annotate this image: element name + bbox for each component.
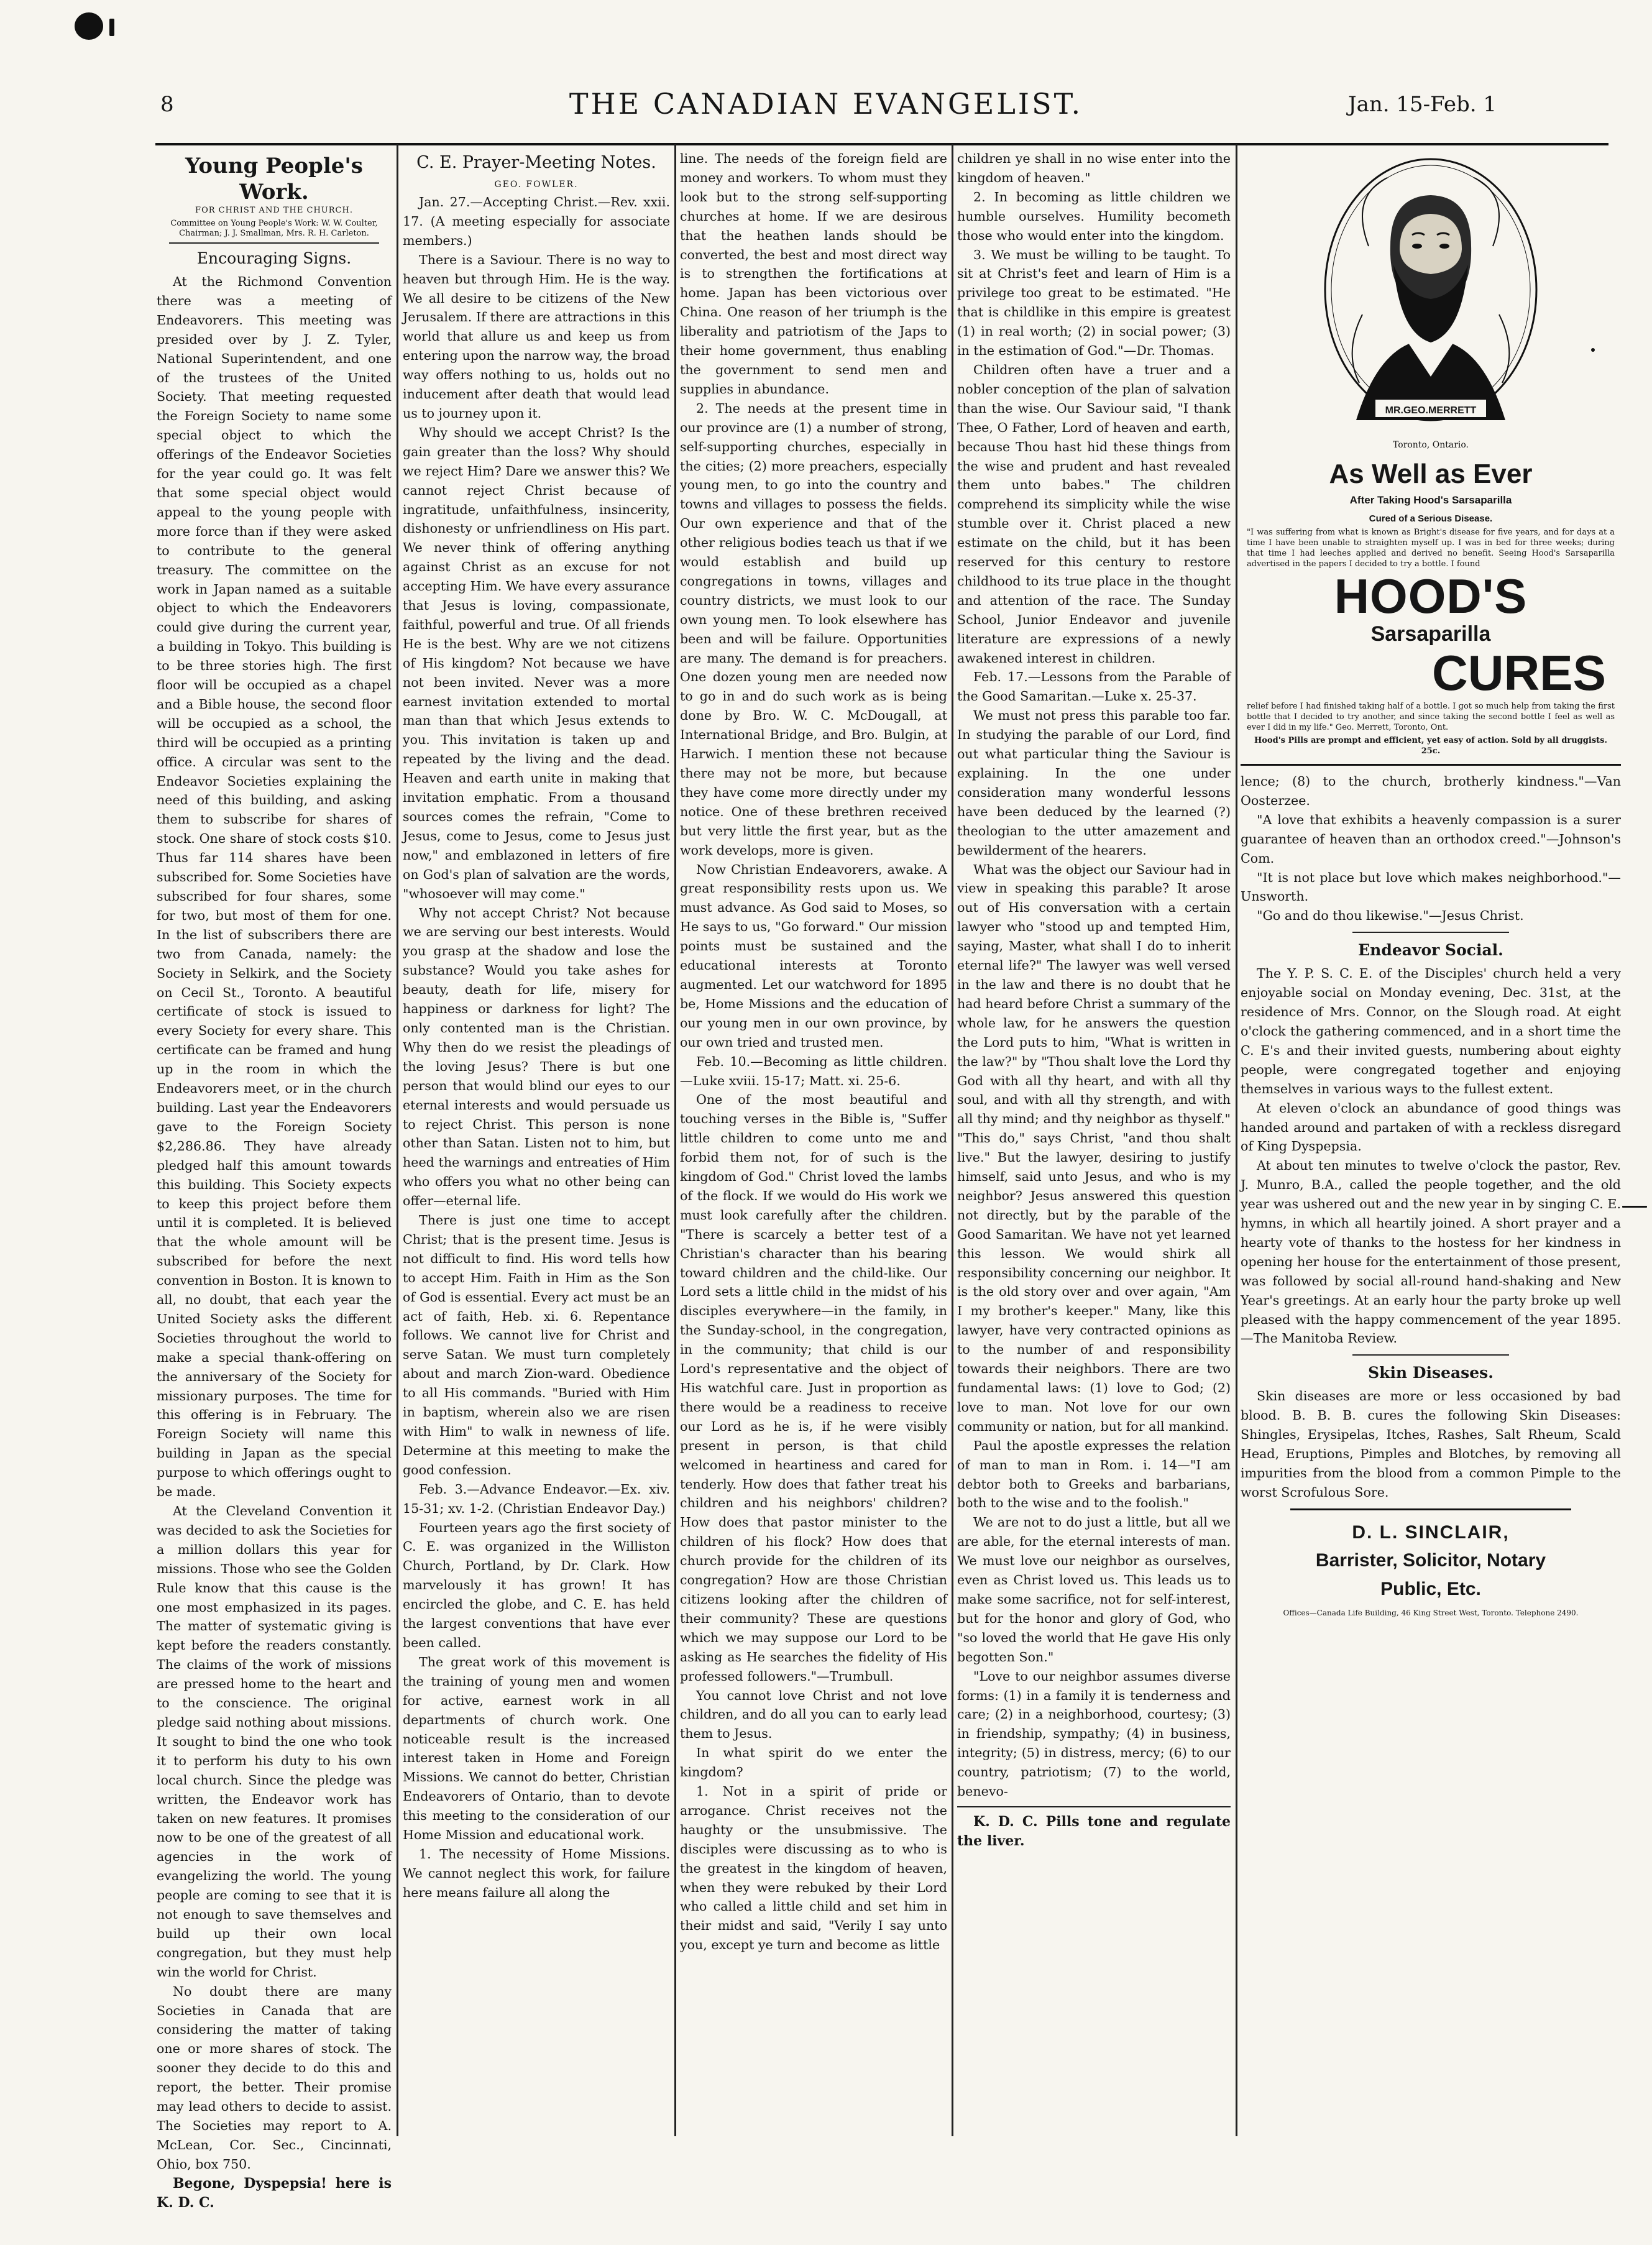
portrait-engraving [1313,153,1549,439]
article-paragraph: We must not press this parable too far. In studying the parable of our Lord, find out what particular thing the Saviour is explaining. In the one under consideration many wonderful lessons have been deduced by the learned (?) theologian to the utter amazement and bewilderment of the hearers. [957,708,1231,858]
page-number: 8 [160,92,174,117]
article-paragraph: At the Cleveland Convention it was decided to ask the Societies for a million dollars this year for missions. Those who see the Golden Rule know that this cause is the one most emphasized in its pages. The matter of systematic giving is kept before the readers constantly. The claims of the work of missions are pressed home to the heart and to the conscience. The original pledge said nothing about missions. It sought to bind the one who took it to perform his duty to his own local church. Since the pledge was written, the Endeavor work has taken on new features. It promises now to be one of the greatest of all agencies in the work of evangelizing the world. The young people are coming to see that it is not enough to save themselves and build up their own local congregation, but they must help win the world for Christ. [157,1504,392,1980]
divider [1352,932,1509,933]
article-paragraph: There is a Saviour. There is no way to heaven but through Him. He is the way. We all desire to be citizens of the New Jerusalem. If there are attractions in this world that allure us and keep us from entering upon the narrow way, the broad way offers nothing to us, holds out no inducement after death that would lead us to journey upon it. [403,252,670,421]
article-paragraph: children ye shall in no wise enter into the kingdom of heaven." [957,151,1231,185]
article-paragraph: 3. We must be willing to be taught. To sit at Christ's feet and learn of Him is a privilege too great to be estimated. "He that is childlike in this empire is greatest (1) in real worth; (2) in social power; (3) in the estimation of God."—Dr. Thomas. [957,247,1231,359]
article-paragraph: Feb. 3.—Advance Endeavor.—Ex. xiv. 15-31; xv. 1-2. (Christian Endeavor Day.) [403,1481,670,1516]
article-paragraph: One of the most beautiful and touching verses in the Bible is, "Suffer little children to come unto me and forbid them not, for of such is the kingdom of God." Christ loved the lambs of the flock. If we would do His work we must look carefully after the children. "There is scarcely a better test of a Christian's character than his bearing toward children and the child-like. Our Lord sets a little child in the midst of his disciples everywhere—in the family, in the Sunday-school, in the congregation, in the community; that child is our Lord's representative and the object of His watchful care. Just in proportion as there would be a readiness to receive our Lord as he is, if he were visibly present in person, is that child welcomed in heartiness and cared for tenderly. How does that father treat his children and his neighbors' children? How does that pastor minister to the children of his flock? How does that church provide for the children of its congregation? How are those Christian citizens looking after the children of their community? These are questions which we may suppose our Lord to be asking as He searches the fidelity of His professed followers."—Trumbull. [680,1092,947,1684]
column-three [680,149,947,2138]
byline: GEO. FOWLER. [494,180,579,190]
issue-date: Jan. 15-Feb. 1 [1347,92,1497,117]
column-rule [952,144,953,2136]
article-paragraph: line. The needs of the foreign field are money and workers. To whom must they look but to the strong self-supporting churches at home. If we are desirous that the heathen lands should be converted, the best and most direct way is to strengthen the fortifications at home. Japan has been victorious over China. One reason of her triumph is the liberality and patriotism of the Japs to their home government, thus enabling the government to send men and supplies in abundance. [680,151,947,397]
article-paragraph: Jan. 27.—Accepting Christ.—Rev. xxii. 17. (A meeting especially for associate members.) [403,195,670,248]
ad-cures: CURES [1431,645,1606,700]
article-paragraph: Feb. 10.—Becoming as little children.—Luke xviii. 15-17; Matt. xi. 25-6. [680,1054,947,1088]
article-paragraph: lence; (8) to the church, brotherly kindness."—Van Oosterzee. [1241,774,1621,808]
article-paragraph: "Go and do thou likewise."—Jesus Christ. [1257,908,1524,924]
column-advertisements [1241,149,1621,2138]
divider [1290,1508,1571,1510]
article-paragraph: Skin diseases are more or less occasioned by bad blood. B. B. B. cures the following Skin Diseases: Shingles, Erysipelas, Itches, Rashes, Salt Rheum, Scald Head, Eruptions, Pimples and Blotches, by removing all impurities from the blood from a common Pimple to the worst Scrofulous Sore. [1241,1389,1621,1500]
article-paragraph: At about ten minutes to twelve o'clock the pastor, Rev. J. Munro, B.A., called the people together, and the old year was ushered out and the new year in by singing C. E. hymns, in which all heartily joined. A short prayer and a hearty vote of thanks to the hostess for her kindness in opening her house for the entertainment of those present, was followed by social all-round hand-shaking and New Year's greetings. At an early hour the party broke up well pleased with the happy commencement of the year 1895.—The Manitoba Review. [1241,1158,1621,1346]
article-paragraph: At the Richmond Convention there was a meeting of Endeavorers. This meeting was presided over by J. Z. Tyler, National Superintendent, and one of the trustees of the United Society. That meeting requested the Foreign Society to name some special object to which the offerings of the Endeavor Societies for the year could go. It was felt that some special object would appeal to the young people with more force than if they were asked to contribute to the general treasury. The committee on the work in Japan named as a suitable object to which the Endeavorers could give during the current year, a building in Tokyo. This building is to be three stories high. The first floor will be occupied as a chapel and a Bible house, the second floor will be occupied as a school, the third will be occupied as a printing office. A circular was sent to the Endeavor Societies explaining the need of this building, and asking them to subscribe for shares of stock. One share of stock costs $10. Thus far 114 shares have been subscribed for. Some Societies have subscribed for four shares, some for two, but most of them for one. In the list of subscribers there are two from Canada, namely: the Society in Selkirk, and the Society on Cecil St., Toronto. A beautiful certificate of stock is issued to every Society for every share. This certificate can be framed and hung up in the room in which the Endeavorers meet, or in the church building. Last year the Endeavorers gave to the Foreign Society $2,286.86. They have already pledged half this amount towards this building. This Society expects to keep this project before them until it is completed. It is believed that the whole amount will be subscribed for before the next convention in Boston. It is known to all, no doubt, that each year the United Society asks the different Societies throughout the world to make a special thank-offering on the anniversary of the Society for missionary purposes. The time for this offering is in February. The Foreign Society will name this building in Japan as the special purpose to which offerings ought to be made. [157,274,392,1500]
article-paragraph: Why should we accept Christ? Is the gain greater than the loss? Why should we reject Him? Dare we answer this? We cannot reject Christ because of ingratitude, unfaithfulness, insincerity, dishonesty or unfriendliness on His part. We never think of offering anything against Christ as an excuse for not accepting Him. We have every assurance that Jesus is loving, compassionate, faithful, powerful and true. Of all friends He is the best. Why are we not citizens of His kingdom? Not because we have not been invited. Never was a more earnest invitation extended to mortal man than that which Jesus extends to you. This invitation is taken up and repeated by the living and the dead. Heaven and earth unite in making that invitation emphatic. From a thousand sources comes the refrain, "Come to Jesus, come to Jesus, come to Jesus just now," and emblazoned in letters of fire on God's plan of salvation are the words, "whosoever will may come." [403,425,670,901]
business-card-address: Offices—Canada Life Building, 46 King Street West, Toronto. Telephone 2490. [1283,1608,1579,1617]
article-paragraph: 2. The needs at the present time in our province are (1) a number of strong, self-supporting churches, especially in the cities; (2) more preachers, especially young men, to go into the country and towns and villages to possess the fields. Our own experience and that of the other religious bodies teach us that if we would establish and build up congregations in towns, villages and country districts, we must look to our own young men. To look elsewhere has been and will be failure. Opportunities are many. The demand is for preachers. One dozen young men are needed now to go in and do such work as is being done by Bro. W. C. McDougall, at International Bridge, and Bro. Bulgin, at Harwich. I mention these not because there may not be more, but because they have come more directly under my notice. One of these brethren received but very little the first year, but as the work develops, more is given. [680,400,947,858]
ad-testimony: "I was suffering from what is known as Bright's disease for five years, and for days at a time I have been unable to straighten myself up. I was in bed for three weeks; during that time I had leeches applied and derived no benefit. Seeing Hood's Sarsaparilla advertised in the papers I decided to try a bottle. I found [1247,528,1615,569]
column-four [957,149,1231,2138]
article-paragraph: Feb. 17.—Lessons from the Parable of the Good Samaritan.—Luke x. 25-37. [957,669,1231,704]
kdc-notice: Begone, Dyspepsia! here is K. D. C. [157,2175,392,2211]
article-paragraph: "It is not place but love which makes neighborhood."—Unsworth. [1241,870,1621,904]
article-paragraph: 1. Not in a spirit of pride or arrogance. Christ receives not the haughty or the unsubmissive. The disciples were discussing as to who is the greatest in the kingdom of heaven, when they were rebuked by their Lord who called a little child and set him in their midst and said, "Verily I say unto you, except ye turn and become as little [680,1784,947,1953]
kdc-pills-notice: K. D. C. Pills tone and regulate the liver. [957,1813,1231,1849]
scan-mark [1622,1206,1647,1208]
ad-headline: As Well as Ever [1329,459,1533,489]
scan-mark [109,19,114,36]
article-paragraph: At eleven o'clock an abundance of good things was handed around and partaken of with a reckless disregard of King Dyspepsia. [1241,1100,1621,1154]
department-title: Young People's Work. [185,154,363,204]
article-paragraph: "Love to our neighbor assumes diverse forms: (1) in a family it is tenderness and care; (2) in a neighborhood, courtesy; (3) in friendship, sympathy; (4) in business, integrity; (5) in distress, mercy; (6) to our country, patriotism; (7) to the world, benevo- [957,1668,1231,1799]
article-paragraph: We are not to do just a little, but all we are able, for the eternal interests of man. We must love our neighbor as ourselves, even as Christ loved us. This leads us to make some sacrifice, not for self-interest, but for the honor and glory of God, who "so loved the world that He gave His only begotten Son." [957,1515,1231,1664]
newspaper-title: THE CANADIAN EVANGELIST. [569,87,1083,121]
ad-testimony-continued: relief before I had finished taking half of a bottle. I got so much help from taking the first bottle that I decided to try another, and since taking the second bottle I feel as well as ever I did in my life." Geo. Merrett, Toronto, Ont. [1247,702,1615,732]
column-prayer-meeting-notes [403,149,670,2138]
committee-line: Committee on Young People's Work: W. W. Coulter, Chairman; J. J. Smallman, Mrs. R. H. Carleton. [170,219,378,238]
ad-brand: HOOD'S [1334,569,1528,623]
social-heading: Endeavor Social. [1358,941,1503,960]
article-paragraph: 2. In becoming as little children we humble ourselves. Humility becometh those who would enter into the kingdom. [957,189,1231,243]
column-rule [674,144,676,2136]
business-card-name: D. L. SINCLAIR, [1352,1522,1510,1543]
ad-product: Sarsaparilla [1370,622,1491,646]
divider [1352,1354,1509,1356]
article-paragraph: No doubt there are many Societies in Canada that are considering the matter of taking one or more shares of stock. The sooner they decide to do this and report, the better. Their promise may lead others to decide to assist. The Societies may report to A. McLean, Cor. Sec., Cincinnati, Ohio, box 750. [157,1983,392,2172]
article-paragraph: The great work of this movement is the training of young men and women for active, earnest work in all departments of church work. One noticeable result is the increased interest taken in Home and Foreign Missions. We cannot do better, Christian Endeavorers of Ontario, than to devote this meeting to the consideration of our Home Mission and educational work. [403,1654,670,1843]
article-paragraph: "A love that exhibits a heavenly compassion is a surer guarantee of heaven than an orthodox creed."—Johnson's Com. [1241,812,1621,866]
article-heading: C. E. Prayer-Meeting Notes. [416,153,656,172]
scan-blot [75,12,103,40]
column-rule [397,144,398,2136]
ad-cured-line: Cured of a Serious Disease. [1369,513,1493,524]
divider [957,1806,1231,1807]
article-paragraph: Fourteen years ago the first society of C. E. was organized in the Williston Church, Portland, by Dr. Clark. How marvelously it has grown! It has encircled the globe, and C. E. has held the largest conventions that have ever been called. [403,1520,670,1650]
ad-location: Toronto, Ontario. [1392,440,1469,450]
divider [169,242,379,244]
ad-pills-line: Hood's Pills are prompt and efficient, yet easy of action. Sold by all druggists. 25c. [1254,736,1607,756]
article-paragraph: What was the object our Saviour had in view in speaking this parable? It arose out of His conversation with a certain lawyer who "stood up and tempted Him, saying, Master, what shall I do to inherit eternal life?" The lawyer was well versed in the law and there is no doubt that he had heard before Christ a summary of the whole law, for he answers the question the Lord puts to him, "What is written in the law?" by "Thou shalt love the Lord thy God with all thy heart, and with all thy soul, and with all thy strength, and with all thy mind; and thy neighbor as thyself." "This do," says Christ, "and thou shalt live." But the lawyer, desiring to justify himself, said unto Jesus, and who is my neighbor? Jesus answered this question not directly, but by the parable of the Good Samaritan. We have not yet learned this lesson. We would shirk all responsibility concerning our neighbor. It is the old story over and over again, "Am I my brother's keeper." Many, like this lawyer, have very contracted opinions as to the number of and responsibility towards their neighbors. There are two fundamental laws: (1) love to God; (2) love to man. Not love for our own community or nation, but for all mankind. [957,861,1231,1434]
business-card-title: Barrister, Solicitor, Notary [1315,1549,1546,1571]
ad-subhead: After Taking Hood's Sarsaparilla [1349,494,1512,506]
department-subtitle: FOR CHRIST AND THE CHURCH. [195,206,353,215]
column-young-peoples-work [157,149,392,2211]
article-paragraph: Paul the apostle expresses the relation of man to man in Rom. i. 14—"I am debtor both to Greeks and barbarians, both to the wise and to the foolish." [957,1438,1231,1511]
portrait-label: MR.GEO.MERRETT [1385,405,1477,416]
column-rule [1236,144,1237,2136]
portrait-illustration [1313,153,1549,439]
article-paragraph: In what spirit do we enter the kingdom? [680,1745,947,1780]
article-paragraph: There is just one time to accept Christ; that is the present time. Jesus is not difficult to find. His word tells how to accept Him. Faith in Him as the Son of God is essential. Every act must be an act of faith, Heb. xi. 6. Repentance follows. We cannot live for Christ and serve Satan. We must turn completely about and march Zion-ward. Obedience to all His commands. "Buried with Him in baptism, wherein also we are risen with Him" to walk in newness of life. Determine at this meeting to make the good confession. [403,1213,670,1477]
article-paragraph: Why not accept Christ? Not because we are serving our best interests. Would you grasp at the shadow and lose the substance? Would you take ashes for beauty, death for life, misery for happiness or darkness for light? The only contented man is the Christian. Why then do we resist the pleadings of the loving Jesus? There is but one person that would blind our eyes to our eternal interests and would persuade us to reject Christ. This person is none other than Satan. Listen not to him, but heed the warnings and entreaties of Him who offers you what no other being can offer—eternal life. [403,905,670,1209]
hoods-sarsaparilla-ad [1241,153,1621,766]
skin-diseases-heading: Skin Diseases. [1368,1364,1494,1382]
article-paragraph: You cannot love Christ and not love children, and do all you can to early lead them to Jesus. [680,1687,947,1742]
article-paragraph: Now Christian Endeavorers, awake. A great responsibility rests upon us. We must advance. As God said to Moses, so He says to us, "Go forward." Our mission points must be sustained and the educational interests at Toronto augmented. Let our watchword for 1895 be, Home Missions and the education of our young men in our own province, by our own tried and trusted men. [680,861,947,1050]
article-paragraph: 1. The necessity of Home Missions. We cannot neglect this work, for failure here means failure all along the [403,1846,670,1900]
header-rule [155,143,1608,145]
article-paragraph: Children often have a truer and a nobler conception of the plan of salvation than the wise. Our Saviour said, "I thank Thee, O Father, Lord of heaven and earth, because Thou hast hid these things from the wise and prudent and hast revealed them unto babes." The children comprehend its simplicity while the wise stumble over it. Christ placed a new estimate on the child, but it has been reserved for this century to restore childhood to its true place in the thought and attention of the race. The Sunday School, Junior Endeavor and juvenile literature are expressions of a newly awakened interest in children. [957,362,1231,666]
article-paragraph: The Y. P. S. C. E. of the Disciples' church held a very enjoyable social on Monday evening, Dec. 31st, at the residence of Mrs. Connor, on the Slough road. At eight o'clock the gathering commenced, and in a short time the C. E's and their invited guests, numbering about eighty people, were congregated together and enjoying themselves in various ways to the fullest extent. [1241,966,1621,1096]
article-heading: Encouraging Signs. [196,249,352,267]
business-card-title-2: Public, Etc. [1380,1578,1481,1599]
